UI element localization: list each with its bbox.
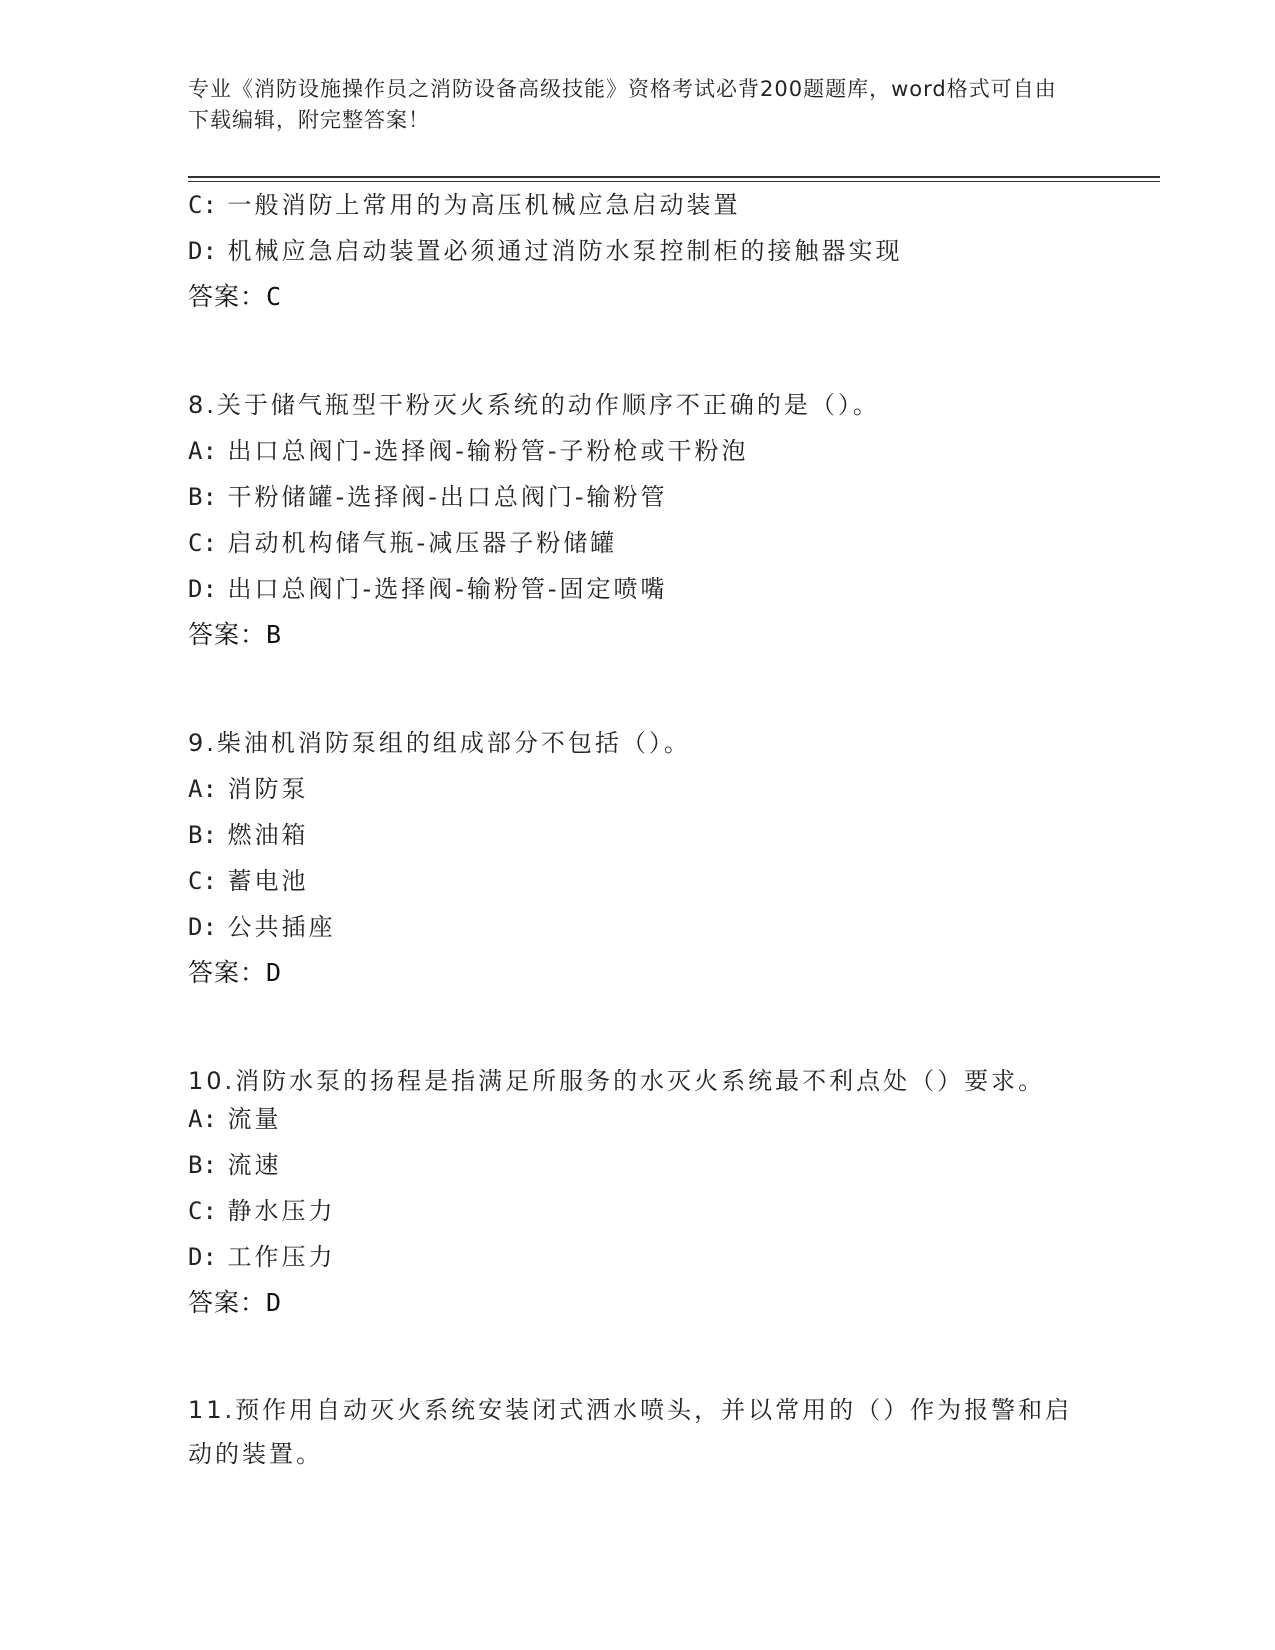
- option-text: 流量: [227, 1105, 282, 1133]
- question-text: 8.关于储气瓶型干粉灭火系统的动作顺序不正确的是（）。: [188, 391, 880, 419]
- question-11: [188, 1388, 1088, 1476]
- document-header: 专业《消防设施操作员之消防设备高级技能》资格考试必背200题题库，word格式可自由下载编辑，附完整答案！: [188, 77, 1057, 132]
- option-text: 启动机构储气瓶-减压器子粉储罐: [227, 529, 618, 557]
- continued-options: [188, 190, 1088, 266]
- spacer: [188, 666, 1088, 728]
- option-text: 燃油箱: [227, 821, 309, 849]
- option-d: [188, 1242, 1088, 1272]
- option-d: [188, 912, 1088, 942]
- option-text: 出口总阀门-选择阀-输粉管-固定喷嘴: [227, 575, 668, 603]
- option-letter: A:: [188, 775, 217, 803]
- answer: [188, 620, 1088, 650]
- option-letter: C:: [188, 191, 217, 219]
- answer-value: C: [266, 282, 283, 311]
- option-c: [188, 528, 1088, 558]
- option-letter: D:: [188, 575, 217, 603]
- option-a: [188, 774, 1088, 804]
- option-text: 一般消防上常用的为高压机械应急启动装置: [227, 191, 741, 219]
- answer-label: 答案：: [188, 620, 267, 649]
- option-d: [188, 236, 1088, 266]
- option-letter: C:: [188, 529, 217, 557]
- question-text: 10.消防水泵的扬程是指满足所服务的水灭火系统最不利点处（）要求。: [188, 1067, 1046, 1095]
- answer: [188, 958, 1088, 988]
- option-letter: D:: [188, 1243, 217, 1271]
- option-text: 干粉储罐-选择阀-出口总阀门-输粉管: [227, 483, 668, 511]
- option-text: 机械应急启动装置必须通过消防水泵控制柜的接触器实现: [227, 237, 903, 265]
- answer-label: 答案：: [188, 282, 267, 311]
- answer: [188, 1288, 1088, 1318]
- answer-value: B: [266, 620, 283, 649]
- spacer: [188, 1334, 1088, 1388]
- option-c: [188, 1196, 1088, 1226]
- option-letter: C:: [188, 1197, 217, 1225]
- option-letter: B:: [188, 821, 217, 849]
- spacer: [188, 1004, 1088, 1066]
- option-b: [188, 820, 1088, 850]
- option-text: 消防泵: [227, 775, 309, 803]
- option-b: [188, 482, 1088, 512]
- question-9: [188, 728, 1088, 988]
- option-text: 工作压力: [227, 1243, 336, 1271]
- answer: [188, 282, 1088, 312]
- option-d: [188, 574, 1088, 604]
- answer-label: 答案：: [188, 958, 267, 987]
- option-letter: A:: [188, 1105, 217, 1133]
- option-text: 出口总阀门-选择阀-输粉管-子粉枪或干粉泡: [227, 437, 749, 465]
- question-text: 9.柴油机消防泵组的组成部分不包括（）。: [188, 729, 691, 757]
- question-text: 11.预作用自动灭火系统安装闭式洒水喷头，并以常用的（）作为报警和启动的装置。: [188, 1396, 1073, 1468]
- answer-value: D: [266, 1288, 283, 1317]
- answer-label: 答案：: [188, 1288, 267, 1317]
- option-c: [188, 866, 1088, 896]
- question-content: [188, 190, 1088, 1476]
- option-b: [188, 1150, 1088, 1180]
- question-8: [188, 390, 1088, 650]
- spacer: [188, 328, 1088, 390]
- option-letter: C:: [188, 867, 217, 895]
- option-letter: B:: [188, 1151, 217, 1179]
- option-letter: A:: [188, 437, 217, 465]
- header-divider: [188, 176, 1160, 182]
- option-letter: D:: [188, 237, 217, 265]
- option-c: [188, 190, 1088, 220]
- option-text: 流速: [227, 1151, 282, 1179]
- answer-value: D: [266, 958, 283, 987]
- option-letter: D:: [188, 913, 217, 941]
- option-text: 公共插座: [227, 913, 336, 941]
- question-10: [188, 1058, 1088, 1318]
- option-text: 蓄电池: [227, 867, 309, 895]
- option-letter: B:: [188, 483, 217, 511]
- option-text: 静水压力: [227, 1197, 336, 1225]
- option-a: [188, 436, 1088, 466]
- option-a: [188, 1104, 1088, 1134]
